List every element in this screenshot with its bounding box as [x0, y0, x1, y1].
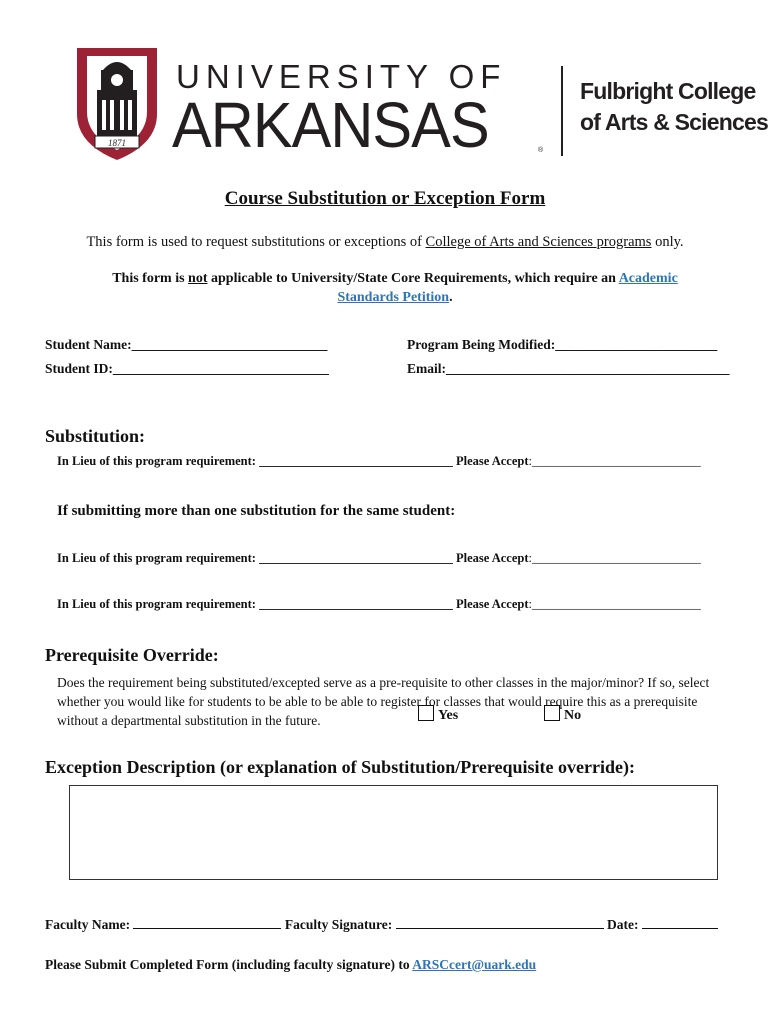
notice-text: [80, 269, 710, 307]
date-blank[interactable]: [642, 916, 718, 929]
student-name-field[interactable]: Student Name:_____________________________: [45, 337, 328, 352]
substitution-row-3[interactable]: [57, 597, 701, 612]
substitution-row-2[interactable]: [57, 551, 701, 566]
in-lieu-label: In Lieu of this program requirement: _______________________________: [57, 597, 456, 611]
in-lieu-label: In Lieu of this program requirement: _______________________________: [57, 454, 456, 468]
academic-standards-petition-link[interactable]: Academic Standards Petition: [337, 271, 678, 305]
college-name-line-2: of Arts & Sciences: [580, 109, 768, 135]
prerequisite-question: [57, 673, 717, 730]
please-accept-label: Please Accept: [455, 597, 529, 611]
header-divider: [561, 66, 563, 156]
submit-email-link[interactable]: ARSCcert@uark.edu: [412, 957, 537, 972]
notice-middle: applicable to University/State Core Requirements, which require an: [207, 271, 619, 286]
faculty-name-blank[interactable]: [133, 916, 281, 929]
form-title: Course Substitution or Exception Form: [224, 188, 546, 209]
multiple-substitution-heading: If submitting more than one substitution for the same student:: [57, 503, 456, 519]
faculty-signature-row[interactable]: [45, 916, 718, 933]
no-checkbox[interactable]: [544, 705, 560, 721]
accept-blank: :___________________________: [528, 454, 701, 468]
yes-label: Yes: [438, 708, 459, 723]
in-lieu-label: In Lieu of this program requirement: _______________________________: [57, 551, 456, 565]
university-seal-logo: [75, 44, 159, 162]
submit-text: Please Submit Completed Form (including faculty signature) to: [45, 957, 413, 972]
yes-option[interactable]: [410, 705, 458, 724]
please-accept-label: Please Accept: [455, 551, 529, 565]
wordmark-arkansas: ARKANSAS: [172, 89, 489, 161]
notice-not: not: [188, 271, 208, 286]
intro-after: only.: [651, 234, 684, 250]
substitution-row-1[interactable]: [57, 454, 701, 469]
email-field[interactable]: Email:__________________________________________: [407, 361, 730, 376]
faculty-signature-blank[interactable]: [396, 916, 604, 929]
college-name-line-1: Fulbright College: [580, 78, 756, 104]
faculty-name-label: Faculty Name:: [45, 917, 131, 932]
intro-text: [0, 234, 770, 251]
seal-year: 1871: [108, 138, 126, 148]
notice-after: .: [449, 290, 453, 305]
yes-checkbox[interactable]: [418, 705, 434, 721]
submit-instructions: [45, 957, 536, 973]
wordmark-university-of: UNIVERSITY OF: [176, 58, 507, 95]
registered-mark: ®: [538, 147, 544, 154]
notice-before: This form is: [112, 271, 189, 286]
exception-description-heading: Exception Description (or explanation of Substitution/Prerequisite override):: [45, 757, 635, 777]
intro-program-link: College of Arts and Sciences programs: [425, 234, 652, 250]
prerequisite-override-heading: Prerequisite Override:: [45, 645, 219, 665]
student-id-field[interactable]: Student ID:________________________________: [45, 361, 329, 376]
please-accept-label: Please Accept: [455, 454, 529, 468]
faculty-signature-label: Faculty Signature:: [284, 917, 393, 932]
accept-blank: :___________________________: [528, 551, 701, 565]
date-label: Date:: [606, 917, 639, 932]
exception-description-textbox[interactable]: [69, 785, 718, 880]
prerequisite-question-text: Does the requirement being substituted/excepted serve as a pre-requisite to other classes in the major/minor? If so, select whether you would like for students to be able to be able to register for classes that would require this as a prerequisite without a departmental substitution in the future.: [57, 675, 710, 728]
no-option[interactable]: [536, 705, 581, 724]
program-modified-field[interactable]: Program Being Modified:________________________: [407, 337, 718, 352]
intro-before: This form is used to request substitutions or exceptions of: [86, 234, 426, 250]
accept-blank: :___________________________: [528, 597, 701, 611]
substitution-heading: Substitution:: [45, 426, 146, 446]
no-label: No: [564, 708, 582, 723]
